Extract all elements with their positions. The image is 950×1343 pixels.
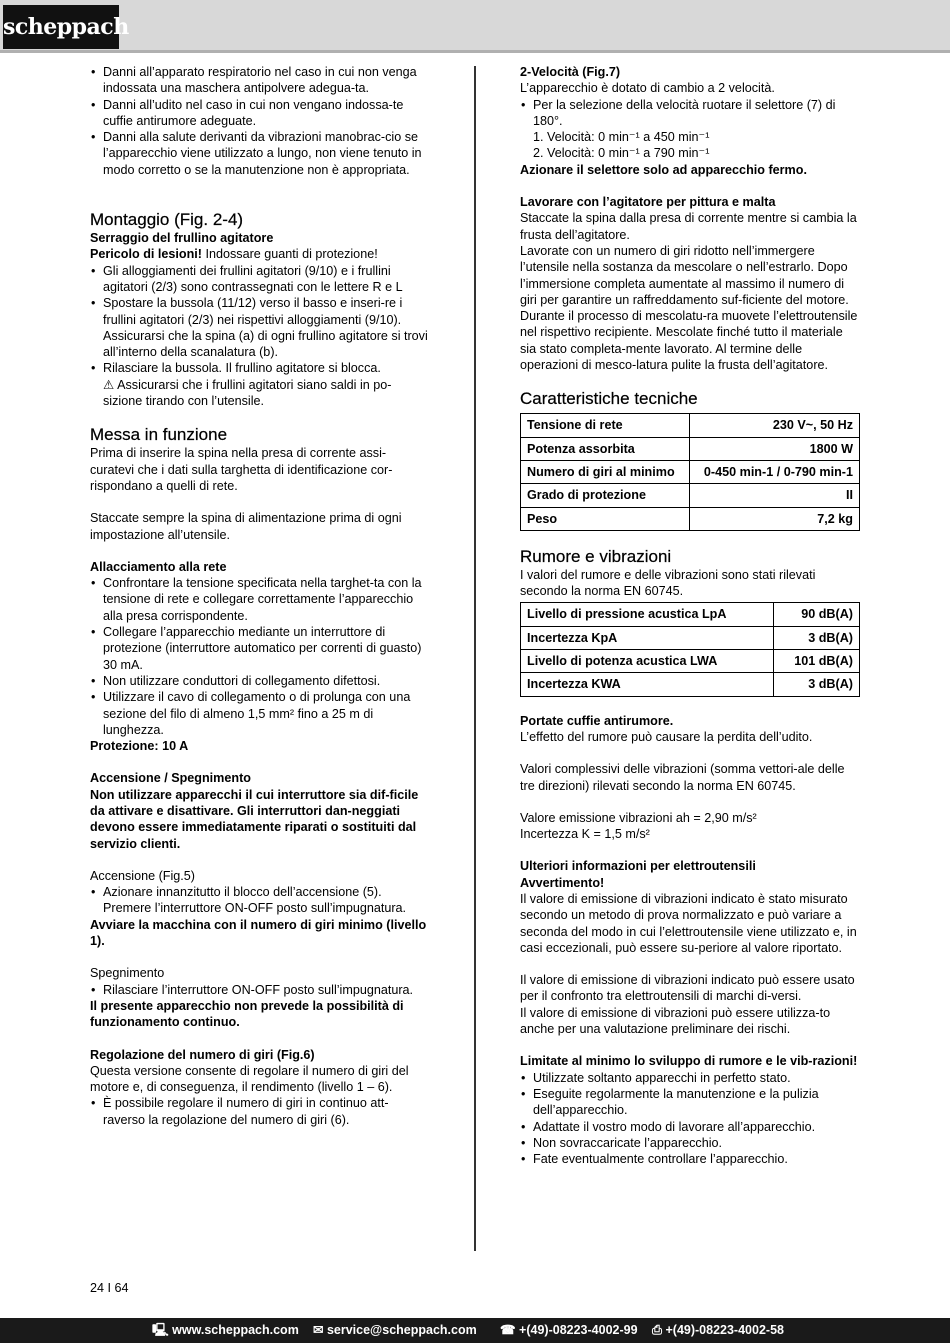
cell-label: Potenza assorbita [521, 437, 690, 460]
list-item: • Spostare la bussola (11/12) verso il basso e inseri-re i frullini agitatori (2/3) nei rispettivi alloggiamenti (9/10). [90, 295, 430, 328]
warning-label: Pericolo di lesioni! [90, 247, 202, 262]
limit-list [520, 1070, 860, 1168]
footer-web[interactable]: 🖳 www.scheppach.com [152, 1323, 299, 1337]
mains-list [90, 575, 430, 738]
section-title-montaggio: Montaggio (Fig. 2-4) [90, 210, 244, 230]
table-row [521, 414, 860, 437]
cell-label: Numero di giri al minimo [521, 460, 690, 483]
cell-label: Incertezza KWA [521, 673, 774, 696]
subsection-title: Limitate al minimo lo sviluppo di rumore e le vib-razioni! [520, 1054, 858, 1069]
left-column [90, 64, 430, 1128]
cell-value: 230 V~, 50 Hz [689, 414, 859, 437]
list-item: • Adattate il vostro modo di lavorare all’apparecchio. [520, 1119, 860, 1135]
subsection-title: Lavorare con l’agitatore per pittura e malta [520, 195, 776, 210]
table-row [521, 603, 860, 626]
vibration-uncertainty: Incertezza K = 1,5 m/s² [520, 827, 650, 842]
list-item: • Utilizzare il cavo di collegamento o di prolunga con una sezione del filo di almeno 1,5 mm² fino a 25 m di lunghezza. [90, 689, 430, 738]
subsection-title: 2-Velocità (Fig.7) [520, 65, 621, 79]
speed-2: 2. Velocità: 0 min⁻¹ a 790 min⁻¹ [533, 146, 710, 161]
paragraph: Lavorate con un numero di giri ridotto nell’immergere l’utensile nella sostanza da mescolare o nell’estrarlo. Dopo l’immersione completa aumentate al massimo il numero di giri per garantire un raffreddamento suf-ficiente del motore. Durante il processo di mescolatu-ra muovete l’elettroutensile nel rispettivo recipiente. Mescolate finché tutto il materiale sia stato completa-mente lavorato. Al termine delle operazioni di mesco-latura pulite la frusta dell’agitatore. [520, 243, 858, 373]
phone-icon: ☎ [500, 1323, 520, 1337]
list-item: • Fate eventualmente controllare l’apparecchio. [520, 1151, 860, 1167]
subsection-title: Serraggio del frullino agitatore [90, 231, 274, 246]
table-row [521, 507, 860, 530]
paragraph: Questa versione consente di regolare il numero di giri del motore e, di conseguenza, il rendimento (livello 1 – 6). [90, 1063, 409, 1095]
list-item: • Non utilizzare conduttori di collegamento difettosi. [90, 673, 430, 689]
subsection-title: Portate cuffie antirumore. [520, 713, 674, 728]
warning-line [90, 246, 430, 262]
paragraph: L’apparecchio è dotato di cambio a 2 velocità. [520, 81, 775, 96]
list-item: • Danni alla salute derivanti da vibrazioni manobrac-cio se l’apparecchio viene utilizzato a lungo, non viene tenuto in modo corretto o se la manutenzione non è appropriata. [90, 129, 430, 178]
cell-label: Peso [521, 507, 690, 530]
list-item: • Rilasciare l’interruttore ON-OFF posto sull’impugnatura. [90, 982, 430, 998]
cell-value: 3 dB(A) [774, 626, 860, 649]
warning-title: Avvertimento! [520, 875, 605, 890]
fuse-rating: Protezione: 10 A [90, 739, 189, 754]
step-note: Assicurarsi che la spina (a) di ogni frullino agitatore si trovi all’interno della scanalatura (b). [103, 328, 428, 360]
list-item: • Collegare l’apparecchio mediante un interruttore di protezione (interruttore automatico per correnti di guasto) 30 mA. [90, 624, 430, 673]
cell-label: Tensione di rete [521, 414, 690, 437]
speed-list [90, 1095, 430, 1128]
step-note: ⚠ Assicurarsi che i frullini agitatori siano saldi in po-sizione tirando con l’utensile. [103, 377, 392, 409]
list-item: • Non sovraccaricate l’apparecchio. [520, 1135, 860, 1151]
switch-on-list [90, 884, 430, 917]
subsection-title: Regolazione del numero di giri (Fig.6) [90, 1047, 315, 1062]
footer-mail[interactable]: ✉ service@scheppach.com [313, 1323, 477, 1337]
list-item: • Confrontare la tensione specificata nella targhet-ta con la tensione di rete e collegare correttamente l’apparecchio alla presa corrispondente. [90, 575, 430, 624]
page-number: 24 I 64 [90, 1281, 129, 1295]
switch-off-list [90, 982, 430, 998]
cell-label: Livello di potenza acustica LWA [521, 650, 774, 673]
section-title-tech: Caratteristiche tecniche [520, 389, 698, 409]
tech-table [520, 413, 860, 530]
cell-label: Livello di pressione acustica LpA [521, 603, 774, 626]
list-item: • Utilizzate soltanto apparecchi in perfetto stato. [520, 1070, 860, 1086]
cell-label: Incertezza KpA [521, 626, 774, 649]
list-item: • Danni all’apparato respiratorio nel caso in cui non venga indossata una maschera antipolvere adegua-ta. [90, 64, 430, 97]
paragraph: I valori del rumore e delle vibrazioni sono stati rilevati secondo la norma EN 60745. [520, 567, 816, 599]
list-item: • È possibile regolare il numero di giri in continuo att-raverso la regolazione del numero di giri (6). [90, 1095, 430, 1128]
gear-list [520, 97, 860, 130]
table-row [521, 673, 860, 696]
speed-1: 1. Velocità: 0 min⁻¹ a 450 min⁻¹ [533, 130, 710, 145]
hazard-list [90, 64, 430, 178]
bold-note: Il presente apparecchio non prevede la possibilità di funzionamento continuo. [90, 998, 404, 1030]
footer-fax[interactable]: ⎙ +(49)-08223-4002-58 [652, 1323, 784, 1337]
subsection-title: Accensione / Spegnimento [90, 771, 251, 786]
cell-value: II [689, 484, 859, 507]
table-row [521, 484, 860, 507]
cell-value: 3 dB(A) [774, 673, 860, 696]
cell-value: 101 dB(A) [774, 650, 860, 673]
list-item: • Gli alloggiamenti dei frullini agitatori (9/10) e i frullini agitatori (2/3) sono contrassegnati con le lettere R e L [90, 263, 430, 296]
mail-icon: ✉ [313, 1323, 327, 1337]
list-item: • Eseguite regolarmente la manutenzione e la pulizia dell’apparecchio. [520, 1086, 860, 1119]
vibration-value: Valore emissione vibrazioni ah = 2,90 m/s² [520, 810, 757, 825]
table-row [521, 650, 860, 673]
section-title-noise: Rumore e vibrazioni [520, 546, 672, 566]
cell-value: 7,2 kg [689, 507, 859, 530]
bold-note: Avviare la macchina con il numero di giri minimo (livello 1). [90, 917, 427, 949]
cell-value: 0-450 min-1 / 0-790 min-1 [689, 460, 859, 483]
assembly-steps [90, 263, 430, 328]
computer-icon: 🖳 [152, 1323, 173, 1337]
header-bar [0, 0, 950, 50]
paragraph: L’effetto del rumore può causare la perdita dell’udito. [520, 729, 813, 744]
footer-phone[interactable]: ☎ +(49)-08223-4002-99 [500, 1323, 638, 1337]
paragraph: Prima di inserire la spina nella presa di corrente assi-curatevi che i dati sulla targhetta di identificazione cor-rispondano a quelli di rete. [90, 446, 393, 493]
column-divider [474, 66, 476, 1251]
header-rule [0, 50, 950, 53]
paragraph: Staccate sempre la spina di alimentazione prima di ogni impostazione all’utensile. [90, 511, 402, 542]
subsection-title: Ulteriori informazioni per elettroutensili [520, 859, 756, 874]
cell-label: Grado di protezione [521, 484, 690, 507]
cell-value: 1800 W [689, 437, 859, 460]
table-row [521, 460, 860, 483]
section-title-messa: Messa in funzione [90, 425, 228, 445]
subheading: Accensione (Fig.5) [90, 868, 195, 883]
bold-note: Azionare il selettore solo ad apparecchio fermo. [520, 162, 807, 177]
list-item: • Danni all’udito nel caso in cui non vengano indossa-te cuffie antirumore adeguate. [90, 97, 430, 130]
paragraph: Il valore di emissione di vibrazioni può essere utilizza-to anche per una valutazione preliminare dei rischi. [520, 1005, 831, 1037]
assembly-steps-2 [90, 360, 430, 376]
list-item: • Per la selezione della velocità ruotare il selettore (7) di 180°. [520, 97, 860, 130]
paragraph: Il valore di emissione di vibrazioni indicato è stato misurato secondo un metodo di prova normalizzato e può variare a seconda del modo in cui l’elettroutensile viene utilizzato e, in casi eccezionali, può essere su-periore al valore riportato. [520, 891, 857, 955]
warning-text: Indossare guanti di protezione! [201, 247, 378, 262]
paragraph: Valori complessivi delle vibrazioni (somma vettori-ale delle tre direzioni) rilevati secondo la norma EN 60745. [520, 762, 845, 793]
table-row [521, 437, 860, 460]
footer-bar [0, 1318, 950, 1343]
table-row [521, 626, 860, 649]
noise-table [520, 602, 860, 696]
paragraph: Staccate la spina dalla presa di corrente mentre si cambia la frusta dell’agitatore. [520, 211, 857, 242]
subheading: Spegnimento [90, 966, 165, 981]
switch-warning: Non utilizzare apparecchi il cui interruttore sia dif-ficile da attivare e disattivare. Gli interruttori dan-neggiati devono essere immediatamente riparati o sostituiti dal servizio clienti. [90, 787, 419, 851]
paragraph: Il valore di emissione di vibrazioni indicato può essere usato per il confronto tra elettroutensili di marchi di-versi. [520, 973, 855, 1004]
cell-value: 90 dB(A) [774, 603, 860, 626]
fax-icon: ⎙ [652, 1323, 666, 1337]
right-column [520, 64, 860, 1167]
subsection-title: Allacciamento alla rete [90, 559, 227, 574]
brand-logo: scheppach [3, 5, 119, 49]
list-item: • Rilasciare la bussola. Il frullino agitatore si blocca. [90, 360, 430, 376]
list-item: • Azionare innanzitutto il blocco dell’accensione (5). Premere l’interruttore ON-OFF posto sull’impugnatura. [90, 884, 430, 917]
